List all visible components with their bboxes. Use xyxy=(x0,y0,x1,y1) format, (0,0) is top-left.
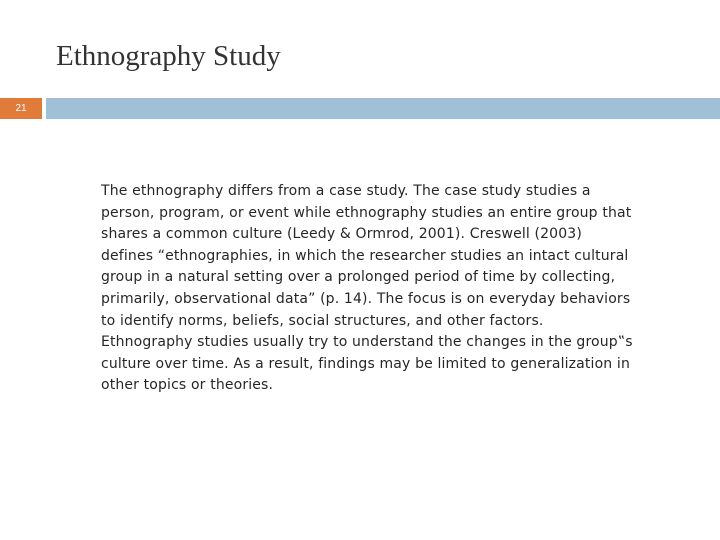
body-paragraph: The ethnography differs from a case study. The case study studies a person, program, or event while ethnography studies an entire group that shares a common culture (Leedy & Ormrod, 2001). Creswell (2003) defines “ethnographies, in which the researcher studies an intact cultural group in a natural setting over a prolonged period of time by collecting, primarily, observational data” (p. 14). The focus is on everyday behaviors to identify norms, beliefs, social structures, and other factors. Ethnography studies usually try to understand the changes in the group‟s culture over time. As a result, findings may be limited to generalization in other topics or theories. xyxy=(101,183,633,394)
slide-number: 21 xyxy=(15,103,27,114)
slide-title: Ethnography Study xyxy=(56,40,281,72)
slide-number-badge xyxy=(0,98,42,119)
header-bar xyxy=(46,98,720,119)
